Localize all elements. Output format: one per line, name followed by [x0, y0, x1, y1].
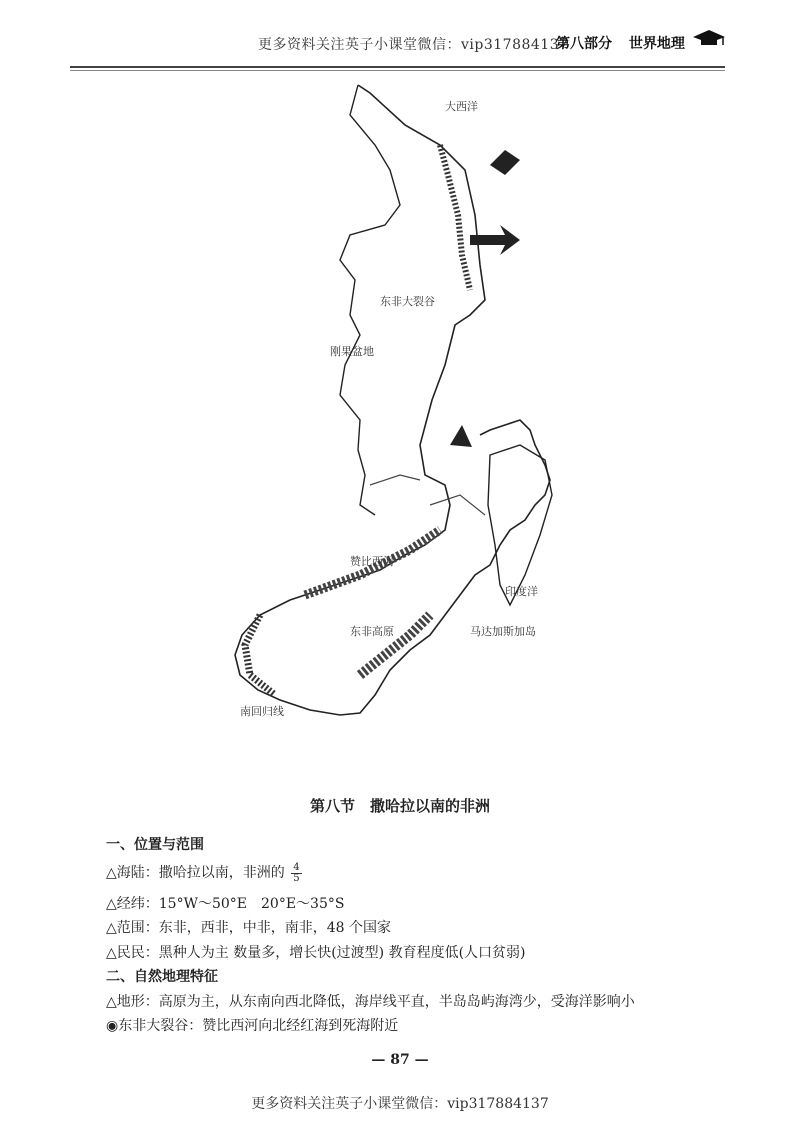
line-land-sea-text: △海陆：撒哈拉以南，非洲的 [106, 865, 285, 881]
map-label-madagascar: 马达加斯加岛 [470, 625, 536, 638]
header-section [556, 33, 685, 53]
line-rift-valley: ◉东非大裂谷：赞比西河向北经红海到死海附近 [106, 1018, 399, 1034]
line-population: △民民：黑种人为主 数量多，增长快(过渡型) 教育程度低(人口贫弱) [106, 945, 526, 961]
header-watermark: 更多资料关注英子小课堂微信：vip317884137 [258, 37, 569, 53]
line-lat-long: △经纬：15°W～50°E 20°E～35°S [106, 896, 345, 912]
line-terrain: △地形：高原为主，从东南向西北降低，海岸线平直，半岛岛屿海湾少，受海洋影响小 [106, 994, 635, 1010]
header-rule [70, 66, 725, 68]
fraction [291, 863, 301, 884]
section-title: 第八节 撒哈拉以南的非洲 [309, 797, 490, 815]
header-rule-thin [70, 70, 725, 71]
header-subject: 世界地理 [628, 36, 685, 52]
line-scope: △范围：东非，西非，中非，南非，48 个国家 [106, 920, 392, 936]
map-label-tropic: 南回归线 [240, 705, 284, 718]
header-section-label: 第八部分 [556, 36, 612, 52]
graduation-cap-icon [692, 28, 726, 52]
fraction-numerator: 4 [293, 861, 300, 873]
map-label-zambezi: 赞比西河 [350, 555, 394, 568]
map-label-rift: 东非大裂谷 [380, 295, 435, 308]
map-label-plateau: 东非高原 [350, 625, 394, 638]
line-land-sea [106, 862, 302, 884]
map-label-congo: 刚果盆地 [330, 345, 374, 358]
heading-physical-geo: 二、自然地理特征 [106, 969, 218, 985]
fraction-denominator: 5 [293, 872, 300, 884]
page-number: — 87 — [371, 1052, 429, 1068]
africa-sketch-map [200, 75, 600, 790]
heading-position-range: 一、位置与范围 [106, 837, 204, 853]
map-label-indian: 印度洋 [505, 585, 538, 598]
map-label-atlantic: 大西洋 [445, 100, 478, 113]
footer-watermark: 更多资料关注英子小课堂微信：vip317884137 [251, 1096, 549, 1112]
